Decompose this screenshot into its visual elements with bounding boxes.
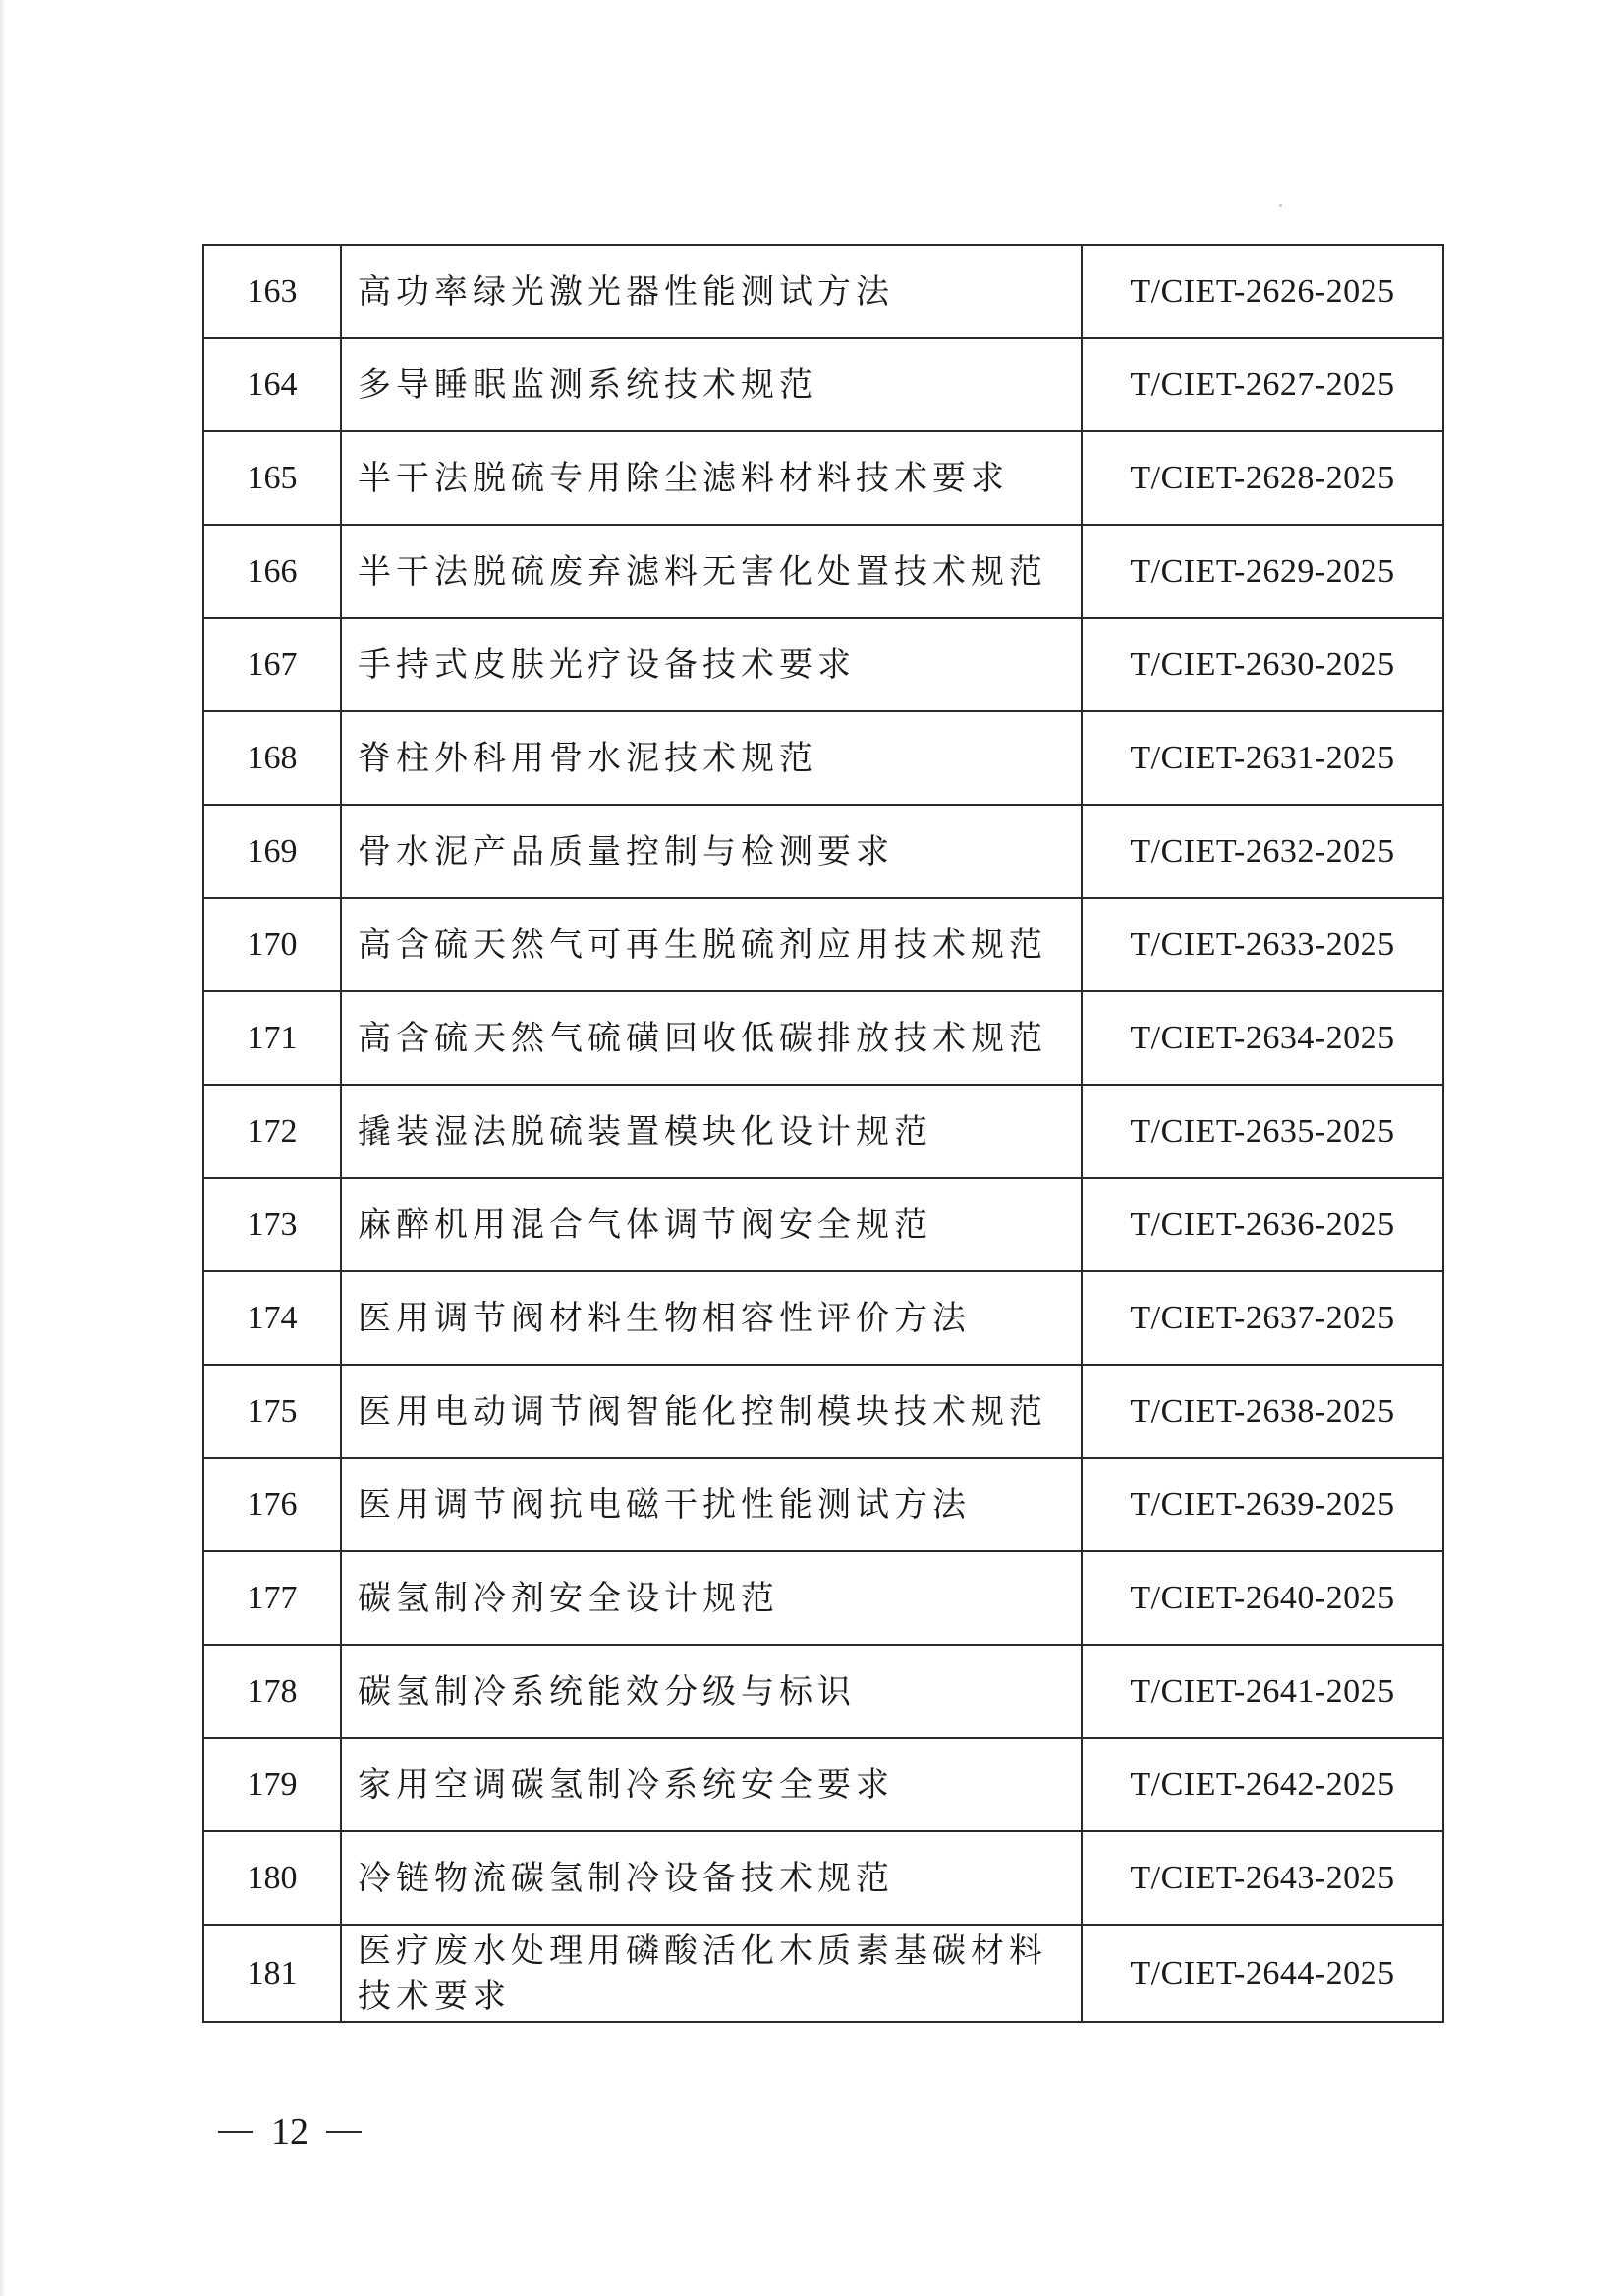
standard-name: 脊柱外科用骨水泥技术规范 (341, 711, 1082, 805)
table-row (203, 338, 1443, 431)
row-number: 174 (203, 1271, 341, 1365)
table-row (203, 618, 1443, 711)
table-row (203, 805, 1443, 898)
standards-table (202, 244, 1444, 2023)
row-number: 166 (203, 525, 341, 618)
table-row (203, 1925, 1443, 2022)
table-row (203, 525, 1443, 618)
standard-code: T/CIET-2634-2025 (1082, 991, 1443, 1085)
row-number: 180 (203, 1831, 341, 1925)
row-number: 177 (203, 1551, 341, 1645)
row-number: 172 (203, 1085, 341, 1178)
standard-code: T/CIET-2626-2025 (1082, 245, 1443, 338)
standard-code: T/CIET-2632-2025 (1082, 805, 1443, 898)
standard-name: 多导睡眠监测系统技术规范 (341, 338, 1082, 431)
standard-name: 高含硫天然气硫磺回收低碳排放技术规范 (341, 991, 1082, 1085)
standard-code: T/CIET-2635-2025 (1082, 1085, 1443, 1178)
standard-code: T/CIET-2639-2025 (1082, 1458, 1443, 1551)
standard-code: T/CIET-2627-2025 (1082, 338, 1443, 431)
table-row (203, 1458, 1443, 1551)
standard-code: T/CIET-2633-2025 (1082, 898, 1443, 991)
table-row (203, 1365, 1443, 1458)
standard-name: 麻醉机用混合气体调节阀安全规范 (341, 1178, 1082, 1271)
standard-name: 医用调节阀材料生物相容性评价方法 (341, 1271, 1082, 1365)
standard-name: 碳氢制冷系统能效分级与标识 (341, 1645, 1082, 1738)
table-row (203, 1085, 1443, 1178)
standard-code: T/CIET-2628-2025 (1082, 431, 1443, 525)
standard-code: T/CIET-2643-2025 (1082, 1831, 1443, 1925)
table-row (203, 1271, 1443, 1365)
standard-name: 手持式皮肤光疗设备技术要求 (341, 618, 1082, 711)
standard-name: 碳氢制冷剂安全设计规范 (341, 1551, 1082, 1645)
standard-name: 医疗废水处理用磷酸活化木质素基碳材料技术要求 (341, 1925, 1082, 2022)
table-row (203, 1645, 1443, 1738)
standard-name: 骨水泥产品质量控制与检测要求 (341, 805, 1082, 898)
standard-name: 医用调节阀抗电磁干扰性能测试方法 (341, 1458, 1082, 1551)
table-row (203, 711, 1443, 805)
table-row (203, 1551, 1443, 1645)
standard-name: 半干法脱硫废弃滤料无害化处置技术规范 (341, 525, 1082, 618)
standard-name: 医用电动调节阀智能化控制模块技术规范 (341, 1365, 1082, 1458)
standard-name: 冷链物流碳氢制冷设备技术规范 (341, 1831, 1082, 1925)
standard-code: T/CIET-2640-2025 (1082, 1551, 1443, 1645)
table-row (203, 245, 1443, 338)
row-number: 164 (203, 338, 341, 431)
table-row (203, 1831, 1443, 1925)
table-row (203, 991, 1443, 1085)
row-number: 168 (203, 711, 341, 805)
standard-name: 半干法脱硫专用除尘滤料材料技术要求 (341, 431, 1082, 525)
row-number: 178 (203, 1645, 341, 1738)
row-number: 169 (203, 805, 341, 898)
standard-code: T/CIET-2644-2025 (1082, 1925, 1443, 2022)
row-number: 175 (203, 1365, 341, 1458)
row-number: 181 (203, 1925, 341, 2022)
standard-name: 家用空调碳氢制冷系统安全要求 (341, 1738, 1082, 1831)
page-number-value: 12 (271, 2111, 308, 2153)
page-number-dash-left (218, 2131, 253, 2133)
row-number: 170 (203, 898, 341, 991)
row-number: 173 (203, 1178, 341, 1271)
standard-name: 高含硫天然气可再生脱硫剂应用技术规范 (341, 898, 1082, 991)
table-row (203, 431, 1443, 525)
standard-code: T/CIET-2636-2025 (1082, 1178, 1443, 1271)
page-number-dash-right (326, 2131, 362, 2133)
standard-code: T/CIET-2631-2025 (1082, 711, 1443, 805)
row-number: 165 (203, 431, 341, 525)
standard-name: 高功率绿光激光器性能测试方法 (341, 245, 1082, 338)
standard-code: T/CIET-2629-2025 (1082, 525, 1443, 618)
page-number (218, 2110, 362, 2154)
standard-code: T/CIET-2637-2025 (1082, 1271, 1443, 1365)
scan-speck (1279, 204, 1282, 207)
row-number: 171 (203, 991, 341, 1085)
standard-code: T/CIET-2630-2025 (1082, 618, 1443, 711)
standard-code: T/CIET-2638-2025 (1082, 1365, 1443, 1458)
row-number: 179 (203, 1738, 341, 1831)
row-number: 176 (203, 1458, 341, 1551)
table-row (203, 898, 1443, 991)
row-number: 167 (203, 618, 341, 711)
row-number: 163 (203, 245, 341, 338)
standard-code: T/CIET-2642-2025 (1082, 1738, 1443, 1831)
standard-name: 撬装湿法脱硫装置模块化设计规范 (341, 1085, 1082, 1178)
standard-code: T/CIET-2641-2025 (1082, 1645, 1443, 1738)
table-row (203, 1178, 1443, 1271)
standards-table-body (203, 245, 1443, 2022)
table-row (203, 1738, 1443, 1831)
scan-edge-shadow (0, 0, 6, 2296)
